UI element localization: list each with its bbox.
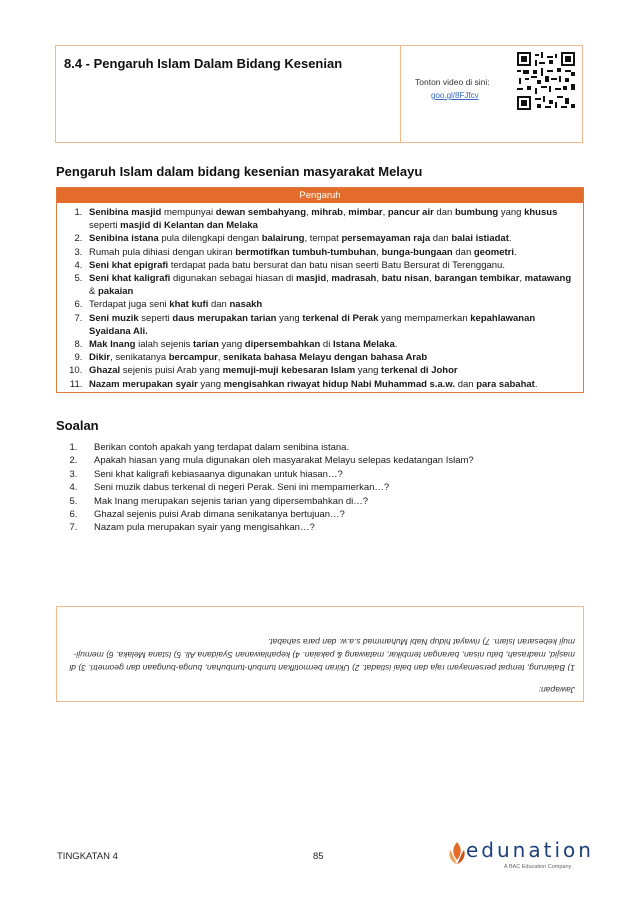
question-item: 3. Seni khat kaligrafi kebiasaanya digunakan untuk hiasan…? (80, 468, 580, 481)
pengaruh-item-text: balairung (261, 233, 305, 245)
edunation-logo (446, 838, 594, 878)
video-link[interactable]: goo.gl/8FJfcv (431, 91, 479, 100)
pengaruh-item-text: , (342, 207, 349, 218)
pengaruh-item-text: , (326, 273, 332, 285)
pengaruh-item-text: , (376, 273, 382, 285)
pengaruh-item-text: digunakan sebagai hiasan di (170, 273, 297, 285)
pengaruh-item-text: Terdapat juga seni (89, 299, 170, 311)
pengaruh-item-text: mempunyai (161, 207, 216, 218)
pengaruh-item-text: , senikatanya (110, 352, 169, 364)
pengaruh-item-text: Ghazal (89, 365, 121, 377)
pengaruh-item (85, 259, 575, 272)
pengaruh-item-text: khusus (524, 207, 558, 218)
pengaruh-item (85, 351, 575, 364)
pengaruh-item-text: barangan tembikar (434, 273, 520, 285)
pengaruh-item-text: senikata bahasa Melayu dengan bahasa Arab (223, 352, 428, 364)
pengaruh-item (85, 206, 575, 232)
pengaruh-item-text: ialah sejenis (135, 339, 194, 351)
answer-label: Jawapan: (538, 685, 575, 695)
pengaruh-item-text: . (534, 378, 538, 390)
pengaruh-item-text: Senibina istana (89, 233, 159, 245)
pengaruh-item-text: yang (218, 339, 245, 351)
pengaruh-item-text: seperti (138, 312, 173, 324)
pengaruh-item-text: Istana Melaka (332, 339, 395, 351)
pengaruh-item-text: daus merupakan tarian (172, 312, 277, 324)
pengaruh-item-text: memuji-muji kebesaran Islam (222, 365, 356, 377)
pengaruh-item (85, 312, 575, 338)
soalan-title: Soalan (56, 418, 99, 433)
pengaruh-item-text: mihrab (311, 207, 343, 218)
section-header-box (55, 45, 583, 143)
table-header: Pengaruh (57, 188, 583, 203)
pengaruh-item-text: Dikir (89, 352, 111, 364)
pengaruh-item-text: terkenal di Johor (381, 365, 458, 377)
pengaruh-item (85, 298, 575, 311)
pengaruh-item-text: persemayaman raja (341, 233, 431, 245)
pengaruh-item-text: Rumah pula dihiasi dengan ukiran (89, 246, 236, 258)
pengaruh-item-text: pancur air (387, 207, 434, 218)
pengaruh-item-text: tarian (193, 339, 219, 351)
pengaruh-item-text: , (217, 352, 224, 364)
pengaruh-item (85, 338, 575, 351)
pengaruh-item (85, 232, 575, 245)
pengaruh-item-text: sejenis puisi Arab yang (120, 365, 223, 377)
pengaruh-item-text: mengisahkan riwayat hidup Nabi Muhammad s.a.w. (223, 378, 456, 390)
pengaruh-item-text: seperti (89, 220, 121, 232)
pengaruh-item (85, 272, 575, 298)
pengaruh-item-text: Seni muzik (89, 312, 139, 324)
pengaruh-item-text: , (382, 207, 388, 218)
pengaruh-item (85, 378, 575, 391)
pengaruh-item-text: dan (208, 299, 230, 311)
pengaruh-item-text: Nazam merupakan syair (89, 378, 198, 390)
pengaruh-item-text: & (89, 286, 98, 298)
pengaruh-item-text: . (514, 246, 517, 258)
question-item: 1. Berikan contoh apakah yang terdapat dalam senibina istana. (80, 441, 580, 454)
pengaruh-item-text: khat kufi (169, 299, 209, 311)
pengaruh-item-text: . (394, 339, 398, 351)
question-item: 7. Nazam pula merupakan syair yang mengisahkan…? (80, 521, 580, 534)
answer-box (56, 606, 584, 702)
question-item: 4. Seni muzik dabus terkenal di negeri Perak. Seni ini mempamerkan…? (80, 481, 580, 494)
pengaruh-item-text: para sabahat (476, 378, 535, 390)
question-item: 5. Mak Inang merupakan sejenis tarian yang dipersembahkan di…? (80, 495, 580, 508)
pengaruh-item-text: bunga-bungaan (381, 246, 453, 258)
pengaruh-item-text: pula dilengkapi dengan (158, 233, 262, 245)
answer-text: 1) Balairung, tempat persemayam raja dan balai istiadat. 2) Ukiran bermotifkan tumbuh-tumbuhan, bunga-bungaan dan geometri. 3) di masjid, madrasah, batu nisan, barangan tembikar, matawang & pakaian. 4) kepahlawanan Syaidana Ali. 5) Istana Melaka. 6) memuji-muji kebesaran Islam. 7) riwayat hidup Nabi Muhammad s.a.w. dan para sahabat. (69, 637, 575, 673)
pengaruh-item (85, 364, 575, 377)
pengaruh-item-text: kepahlawanan Syaidana Ali. (89, 312, 536, 337)
pengaruh-item-text: mimbar (348, 207, 383, 218)
pengaruh-item-text: terdapat pada batu bersurat dan batu nisan seerti Batu Bersurat di Terengganu. (168, 259, 505, 271)
pengaruh-item-text: Mak Inang (89, 339, 136, 351)
logo-subtitle: A BAC Education Company (504, 864, 572, 870)
pengaruh-item-text: yang (276, 312, 303, 324)
pengaruh-item-text: dan (433, 207, 455, 218)
pengaruh-item-text: . (508, 233, 512, 245)
pengaruh-item (85, 246, 575, 259)
pengaruh-item-text: yang (498, 207, 525, 218)
pengaruh-item-text: yang (197, 378, 224, 390)
pengaruh-item-text: geometri (473, 246, 514, 258)
qr-code-icon[interactable] (517, 52, 575, 110)
pengaruh-item-text: , (519, 273, 525, 285)
logo-mark-icon (446, 840, 468, 868)
pengaruh-item-text: terkenal di Perak (302, 312, 379, 324)
page-number: 85 (313, 851, 324, 862)
pengaruh-item-text: masjid (296, 273, 327, 285)
pengaruh-item-text: , (376, 246, 382, 258)
pengaruh-item-text: Seni khat kaligrafi (89, 273, 171, 285)
pengaruh-item-text: yang mempamerkan (378, 312, 471, 324)
pengaruh-item-text: dan (455, 378, 477, 390)
pengaruh-table (56, 187, 584, 393)
pengaruh-item-text: bercampur (168, 352, 218, 364)
pengaruh-item-text: dan (430, 233, 452, 245)
pengaruh-item-text: di (320, 339, 333, 351)
question-item: 2. Apakah hiasan yang mula digunakan oleh masyarakat Melayu selepas kedatangan Islam? (80, 454, 580, 467)
subheading: Pengaruh Islam dalam bidang kesenian masyarakat Melayu (56, 164, 423, 179)
section-title: 8.4 - Pengaruh Islam Dalam Bidang Kesenian (64, 56, 343, 71)
question-item: 6. Ghazal sejenis puisi Arab dimana senikatanya bertujuan…? (80, 508, 580, 521)
answer-upside-down (57, 607, 583, 701)
pengaruh-list (57, 203, 583, 391)
pengaruh-item-text: batu nisan (381, 273, 430, 285)
pengaruh-item-text: bermotifkan tumbuh-tumbuhan (235, 246, 377, 258)
pengaruh-item-text: pakaian (97, 286, 134, 298)
pengaruh-item-text: Seni khat epigrafi (89, 259, 169, 271)
pengaruh-item-text: dan (452, 246, 474, 258)
pengaruh-item-text: , (306, 207, 312, 218)
pengaruh-item-text: bumbung (454, 207, 499, 218)
pengaruh-item-text: dewan sembahyang (215, 207, 306, 218)
soalan-list (60, 441, 580, 535)
pengaruh-item-text: masjid di Kelantan dan Melaka (120, 220, 258, 232)
footer-form-label: TINGKATAN 4 (57, 851, 118, 862)
logo-text: edunation (466, 838, 594, 862)
pengaruh-item-text: Senibina masjid (89, 207, 162, 218)
pengaruh-item-text: balai istiadat (451, 233, 509, 245)
pengaruh-item-text: madrasah (331, 273, 377, 285)
pengaruh-item-text: , (429, 273, 435, 285)
pengaruh-item-text: , tempat (304, 233, 342, 245)
pengaruh-item-text: yang (355, 365, 382, 377)
video-label: Tonton video di sini: (415, 77, 490, 87)
pengaruh-item-text: dipersembahkan (244, 339, 321, 351)
pengaruh-item-text: matawang (524, 273, 572, 285)
video-box (400, 46, 583, 142)
pengaruh-item-text: nasakh (229, 299, 263, 311)
